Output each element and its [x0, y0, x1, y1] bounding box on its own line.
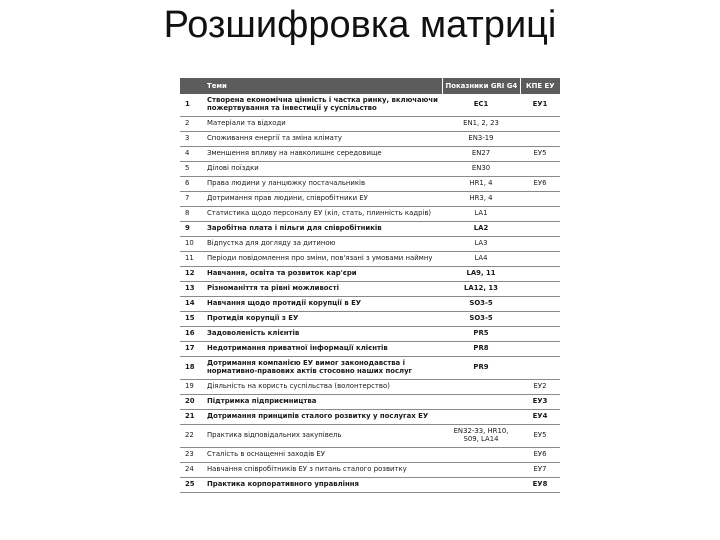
row-gri-indicator: HR1, 4: [442, 177, 520, 192]
row-topic: Дотримання компанією ЕУ вимог законодавства і нормативно-правових актів стосовно наших послуг: [204, 357, 442, 380]
matrix-table-grid: [180, 78, 560, 493]
row-topic: Статистика щодо персоналу ЕУ (кіл, стать, плинність кадрів): [204, 207, 442, 222]
row-topic: Різноманіття та рівні можливості: [204, 282, 442, 297]
row-topic: Діяльність на користь суспільства (волонтерство): [204, 380, 442, 395]
table-row: [180, 380, 560, 395]
row-topic: Навчання щодо протидії корупції в ЕУ: [204, 297, 442, 312]
row-number: 5: [180, 162, 204, 177]
row-topic: Задоволеність клієнтів: [204, 327, 442, 342]
row-gri-indicator: SO3-5: [442, 297, 520, 312]
table-row: [180, 117, 560, 132]
row-gri-indicator: [442, 478, 520, 493]
row-topic: Навчання, освіта та розвиток кар'єри: [204, 267, 442, 282]
row-topic: Ділові поїздки: [204, 162, 442, 177]
row-eu-kpi: [520, 297, 560, 312]
row-topic: Створена економічна цінність і частка ринку, включаючи пожертвування та інвестиції у суспільство: [204, 94, 442, 117]
row-eu-kpi: ЕУ4: [520, 410, 560, 425]
table-row: [180, 207, 560, 222]
table-row: [180, 357, 560, 380]
row-number: 9: [180, 222, 204, 237]
row-topic: Споживання енергії та зміна клімату: [204, 132, 442, 147]
row-number: 21: [180, 410, 204, 425]
row-number: 15: [180, 312, 204, 327]
row-eu-kpi: [520, 237, 560, 252]
row-topic: Права людини у ланцюжку постачальників: [204, 177, 442, 192]
row-topic: Підтримка підприємництва: [204, 395, 442, 410]
table-row: [180, 177, 560, 192]
table-row: [180, 237, 560, 252]
row-number: 19: [180, 380, 204, 395]
row-gri-indicator: EC1: [442, 94, 520, 117]
row-topic: Зменшення впливу на навколишнє середовище: [204, 147, 442, 162]
row-number: 25: [180, 478, 204, 493]
row-eu-kpi: [520, 132, 560, 147]
table-row: [180, 132, 560, 147]
row-eu-kpi: [520, 342, 560, 357]
row-gri-indicator: PR5: [442, 327, 520, 342]
slide-title: Розшифровка матриці: [163, 4, 557, 46]
row-number: 7: [180, 192, 204, 207]
row-number: 24: [180, 463, 204, 478]
row-eu-kpi: [520, 162, 560, 177]
row-topic: Навчання співробітників ЕУ з питань сталого розвитку: [204, 463, 442, 478]
table-row: [180, 94, 560, 117]
row-gri-indicator: LA3: [442, 237, 520, 252]
row-number: 10: [180, 237, 204, 252]
row-gri-indicator: EN32-33, HR10, S09, LA14: [442, 425, 520, 448]
table-body: [180, 94, 560, 493]
row-gri-indicator: [442, 463, 520, 478]
row-gri-indicator: SO3-5: [442, 312, 520, 327]
row-gri-indicator: PR9: [442, 357, 520, 380]
row-eu-kpi: ЕУ5: [520, 425, 560, 448]
row-number: 23: [180, 448, 204, 463]
row-gri-indicator: LA12, 13: [442, 282, 520, 297]
row-topic: Дотримання прав людини, співробітники ЕУ: [204, 192, 442, 207]
row-topic: Заробітна плата і пільги для співробітників: [204, 222, 442, 237]
table-row: [180, 342, 560, 357]
row-eu-kpi: [520, 327, 560, 342]
row-topic: Дотримання принципів сталого розвитку у послугах ЕУ: [204, 410, 442, 425]
row-gri-indicator: EN3-19: [442, 132, 520, 147]
row-eu-kpi: ЕУ8: [520, 478, 560, 493]
row-gri-indicator: EN30: [442, 162, 520, 177]
header-eu: КПЕ ЕУ: [520, 78, 560, 94]
row-gri-indicator: EN1, 2, 23: [442, 117, 520, 132]
table-header-row: [180, 78, 560, 94]
row-topic: Практика відповідальних закупівель: [204, 425, 442, 448]
row-gri-indicator: HR3, 4: [442, 192, 520, 207]
row-gri-indicator: LA4: [442, 252, 520, 267]
row-eu-kpi: ЕУ6: [520, 177, 560, 192]
header-topic: Теми: [204, 78, 442, 94]
row-eu-kpi: [520, 192, 560, 207]
table-row: [180, 162, 560, 177]
row-number: 16: [180, 327, 204, 342]
table-row: [180, 425, 560, 448]
row-number: 1: [180, 94, 204, 117]
row-eu-kpi: ЕУ5: [520, 147, 560, 162]
matrix-table: [180, 78, 560, 493]
table-row: [180, 327, 560, 342]
table-row: [180, 282, 560, 297]
row-number: 8: [180, 207, 204, 222]
row-topic: Відпустка для догляду за дитиною: [204, 237, 442, 252]
table-row: [180, 252, 560, 267]
row-eu-kpi: [520, 357, 560, 380]
row-eu-kpi: ЕУ7: [520, 463, 560, 478]
row-number: 20: [180, 395, 204, 410]
row-eu-kpi: ЕУ2: [520, 380, 560, 395]
row-number: 17: [180, 342, 204, 357]
header-number: [180, 78, 204, 94]
row-number: 13: [180, 282, 204, 297]
row-topic: Сталість в оснащенні заходів ЕУ: [204, 448, 442, 463]
table-row: [180, 395, 560, 410]
row-topic: Періоди повідомлення про зміни, пов'язані з умовами наймну: [204, 252, 442, 267]
row-gri-indicator: LA9, 11: [442, 267, 520, 282]
row-gri-indicator: [442, 448, 520, 463]
table-row: [180, 312, 560, 327]
row-number: 6: [180, 177, 204, 192]
row-number: 14: [180, 297, 204, 312]
row-gri-indicator: EN27: [442, 147, 520, 162]
row-gri-indicator: PR8: [442, 342, 520, 357]
row-number: 12: [180, 267, 204, 282]
row-eu-kpi: [520, 252, 560, 267]
table-row: [180, 448, 560, 463]
row-number: 2: [180, 117, 204, 132]
table-row: [180, 267, 560, 282]
row-eu-kpi: ЕУ1: [520, 94, 560, 117]
row-eu-kpi: [520, 207, 560, 222]
table-row: [180, 478, 560, 493]
row-eu-kpi: [520, 222, 560, 237]
row-eu-kpi: [520, 282, 560, 297]
header-gri: Показники GRI G4: [442, 78, 520, 94]
row-topic: Недотримання приватної інформації клієнтів: [204, 342, 442, 357]
row-eu-kpi: [520, 312, 560, 327]
table-row: [180, 192, 560, 207]
row-eu-kpi: [520, 117, 560, 132]
row-topic: Протидія корупції з ЕУ: [204, 312, 442, 327]
row-number: 11: [180, 252, 204, 267]
row-gri-indicator: LA2: [442, 222, 520, 237]
row-topic: Матеріали та відходи: [204, 117, 442, 132]
table-row: [180, 410, 560, 425]
row-gri-indicator: [442, 410, 520, 425]
row-eu-kpi: ЕУ6: [520, 448, 560, 463]
table-row: [180, 222, 560, 237]
row-gri-indicator: LA1: [442, 207, 520, 222]
row-eu-kpi: [520, 267, 560, 282]
table-row: [180, 147, 560, 162]
table-row: [180, 297, 560, 312]
row-number: 3: [180, 132, 204, 147]
row-topic: Практика корпоративного управління: [204, 478, 442, 493]
row-eu-kpi: ЕУ3: [520, 395, 560, 410]
row-gri-indicator: [442, 395, 520, 410]
row-number: 18: [180, 357, 204, 380]
row-number: 22: [180, 425, 204, 448]
table-row: [180, 463, 560, 478]
row-number: 4: [180, 147, 204, 162]
row-gri-indicator: [442, 380, 520, 395]
